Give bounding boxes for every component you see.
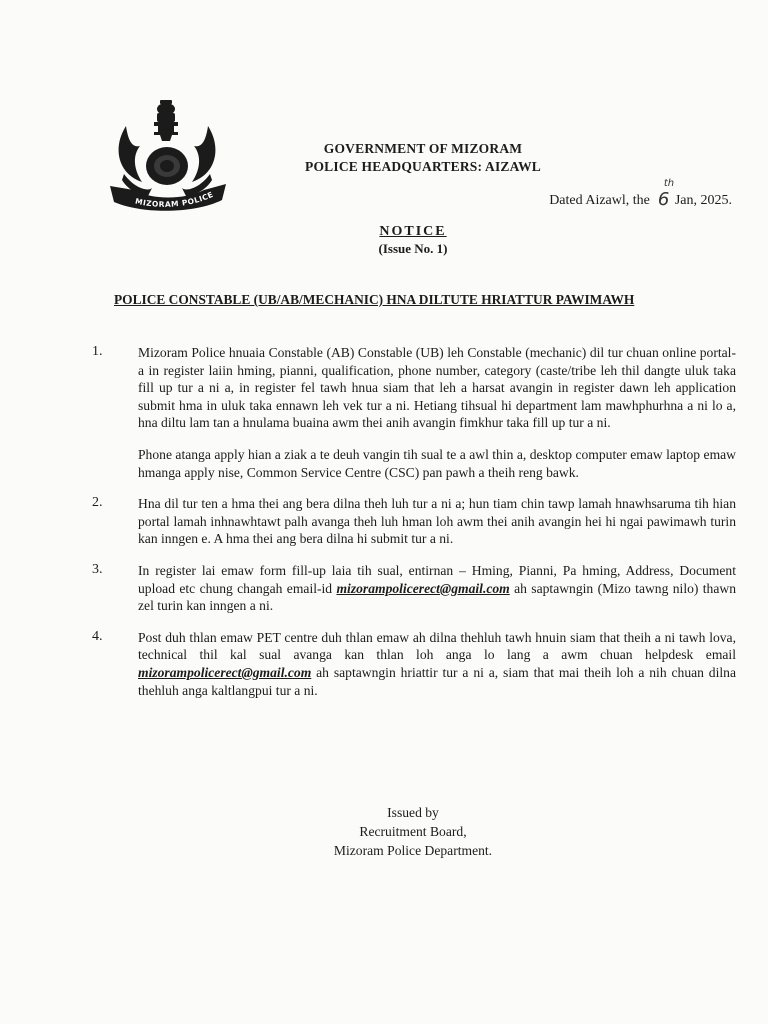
item-paragraph	[138, 562, 736, 615]
notice-item	[92, 344, 736, 481]
notice-item	[92, 629, 736, 699]
notice-issue-number: (Issue No. 1)	[378, 241, 448, 256]
item-number: 4.	[92, 628, 103, 644]
email-link[interactable]: mizorampolicerect@gmail.com	[138, 664, 312, 680]
email-link[interactable]: mizorampolicerect@gmail.com	[336, 580, 510, 596]
issued-by-block	[0, 803, 768, 860]
item-paragraph: Hna dil tur ten a hma thei ang bera dilna theh luh tur a ni a; hun tiam chin tawp lamah hnawhsaruma tih hian portal lamah inhnawhtawt palh avanga theh luh hman loh awm thei anih avangin hei hi ngai pawimawh turin kan inngen e. A hma thei ang bera dilna hi submit tur a ni.	[138, 496, 736, 547]
notice-title: NOTICE	[379, 224, 447, 239]
date-day: 6	[657, 189, 670, 210]
item-number: 1.	[92, 344, 103, 359]
item-number: 3.	[92, 561, 103, 577]
item-text: Post duh thlan emaw PET centre duh thlan emaw ah dilna thehluh tawh hnuin siam that theih a ni tawh lova, technical thil kal sual avanga kan thlan loh anga lo lang a awm chuan helpdesk email	[138, 629, 736, 663]
notice-item	[92, 562, 736, 615]
notice-item	[92, 495, 736, 548]
issued-by-line: Issued by	[387, 805, 439, 820]
date-line	[549, 178, 732, 210]
issuing-department: Mizoram Police Department.	[333, 843, 493, 858]
issuing-board: Recruitment Board,	[359, 824, 467, 839]
item-text: ah saptawngin (Mizo tawng nilo) thawn zel turin kan inngen a ni.	[138, 580, 737, 614]
notice-items	[92, 344, 736, 713]
letterhead-line-1: GOVERNMENT OF MIZORAM	[323, 141, 523, 156]
letterhead	[283, 140, 563, 176]
item-paragraph: Mizoram Police hnuaia Constable (AB) Constable (UB) leh Constable (mechanic) dil tur chuan online portal-a in register laiin hming, pianni, qualification, phone number, category (caste/tribe leh thil dangte uluk taka fill up tur a ni a, in register fel tawh hnua siam that leh a harsat avangin in register dawn leh application submit hma in uluk taka ennawn leh vek tur a ni. Hetiang tihsual hi department lam mawhphurhna a ni lo a, hna diltu lam tan a hnulama buaina awm thei anih avangin fimkhur taka fill up tur a ni.	[138, 345, 736, 431]
emblem-ribbon-text: MIZORAM POLICE	[134, 189, 215, 209]
item-text: In register lai emaw form fill-up laia tih sual, entirnan – Hming, Pianni, Pa hming, Address, Document upload etc chung changah email-id	[138, 562, 736, 596]
mizoram-police-emblem	[104, 96, 234, 218]
date-prefix: Dated Aizawl, the	[549, 193, 650, 208]
item-text: ah saptawngin hriattir tur a ni a, siam that mai theih loh a nih chuan dilna thehluh anga kaltlangpui tur a ni.	[138, 664, 736, 698]
item-number: 2.	[92, 495, 103, 511]
item-paragraph: Phone atanga apply hian a ziak a te deuh vangin tih sual te a awl thin a, desktop computer emaw laptop emaw hmanga apply nise, Common Service Centre (CSC) pan pawh a theih reng bawk.	[138, 446, 736, 480]
item-paragraph	[138, 629, 736, 699]
date-month-year: Jan, 2025.	[674, 193, 732, 208]
letterhead-line-2: POLICE HEADQUARTERS: AIZAWL	[305, 159, 541, 174]
notice-subject: POLICE CONSTABLE (UB/AB/MECHANIC) HNA DILTUTE HRIATTUR PAWIMAWH	[114, 292, 635, 307]
date-day-suffix: th	[663, 178, 675, 189]
